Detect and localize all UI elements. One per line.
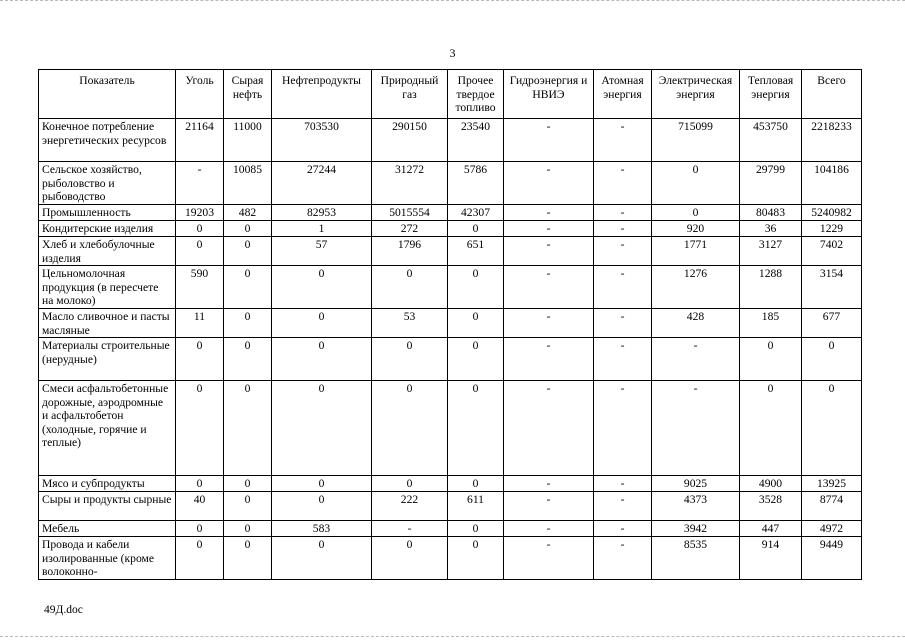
column-header: Прочее твердое топливо <box>448 70 504 119</box>
table-cell: 0 <box>176 221 224 237</box>
table-cell: 3942 <box>652 521 740 537</box>
table-cell: 0 <box>224 537 272 580</box>
table-cell: 0 <box>272 537 372 580</box>
table-cell: 0 <box>448 266 504 309</box>
table-cell: 0 <box>224 338 272 381</box>
table-cell: 27244 <box>272 162 372 205</box>
table-cell: 715099 <box>652 119 740 162</box>
table-cell: 8774 <box>802 492 862 521</box>
table-cell: 0 <box>802 381 862 476</box>
table-row <box>39 309 862 338</box>
row-label: Провода и кабели изолированные (кроме волоконно- <box>39 537 176 580</box>
table-cell: 1796 <box>372 237 448 266</box>
table-cell: 19203 <box>176 205 224 221</box>
row-label: Конечное потребление энергетических ресурсов <box>39 119 176 162</box>
table-cell: 920 <box>652 221 740 237</box>
table-row <box>39 119 862 162</box>
table-cell: 23540 <box>448 119 504 162</box>
table-cell: - <box>652 381 740 476</box>
table-row <box>39 492 862 521</box>
column-header: Тепловая энергия <box>740 70 802 119</box>
table-cell: 0 <box>272 266 372 309</box>
table-cell: 222 <box>372 492 448 521</box>
table-cell: 0 <box>224 521 272 537</box>
table-cell: 0 <box>802 338 862 381</box>
table-cell: - <box>594 521 652 537</box>
table-cell: 31272 <box>372 162 448 205</box>
table-cell: 611 <box>448 492 504 521</box>
table-cell: - <box>504 521 594 537</box>
table-cell: 4900 <box>740 476 802 492</box>
table-cell: 0 <box>224 476 272 492</box>
table-cell: - <box>594 266 652 309</box>
column-header: Гидроэнергия и НВИЭ <box>504 70 594 119</box>
table-cell: 0 <box>224 381 272 476</box>
table-cell: 0 <box>372 537 448 580</box>
row-label: Материалы строительные (нерудные) <box>39 338 176 381</box>
table-cell: 42307 <box>448 205 504 221</box>
table-cell: 0 <box>448 338 504 381</box>
table-cell: 5786 <box>448 162 504 205</box>
table-row <box>39 381 862 476</box>
table-cell: - <box>594 221 652 237</box>
table-cell: 36 <box>740 221 802 237</box>
table-cell: 453750 <box>740 119 802 162</box>
table-cell: 0 <box>176 521 224 537</box>
table-cell: 428 <box>652 309 740 338</box>
column-header: Электрическая энергия <box>652 70 740 119</box>
table-cell: 0 <box>372 266 448 309</box>
table-cell: 0 <box>448 309 504 338</box>
row-label: Мебель <box>39 521 176 537</box>
row-label: Хлеб и хлебобулочные изделия <box>39 237 176 266</box>
table-cell: 0 <box>224 309 272 338</box>
table-cell: 290150 <box>372 119 448 162</box>
table-cell: 21164 <box>176 119 224 162</box>
row-label: Мясо и субпродукты <box>39 476 176 492</box>
table-cell: - <box>594 492 652 521</box>
table-cell: 482 <box>224 205 272 221</box>
row-label: Промышленность <box>39 205 176 221</box>
column-header: Нефтепродукты <box>272 70 372 119</box>
table-cell: 9449 <box>802 537 862 580</box>
row-label: Смеси асфальтобетонные дорожные, аэродромные и асфальтобетон (холодные, горячие и теплые) <box>39 381 176 476</box>
table-cell: 0 <box>740 381 802 476</box>
table-cell: 590 <box>176 266 224 309</box>
column-header: Всего <box>802 70 862 119</box>
table-cell: - <box>504 221 594 237</box>
table-cell: - <box>594 476 652 492</box>
table-cell: - <box>504 309 594 338</box>
footer-filename: 49Д.doc <box>44 604 83 616</box>
table-header-row <box>39 70 862 119</box>
table-cell: 914 <box>740 537 802 580</box>
table-cell: - <box>594 381 652 476</box>
table-cell: 57 <box>272 237 372 266</box>
table-cell: 583 <box>272 521 372 537</box>
table-cell: - <box>504 492 594 521</box>
table-cell: 104186 <box>802 162 862 205</box>
table-cell: 3127 <box>740 237 802 266</box>
table-row <box>39 338 862 381</box>
column-header: Атомная энергия <box>594 70 652 119</box>
table-cell: - <box>504 119 594 162</box>
table-cell: 10085 <box>224 162 272 205</box>
table-cell: - <box>176 162 224 205</box>
table-cell: - <box>504 205 594 221</box>
table-cell: 0 <box>272 381 372 476</box>
table-cell: 0 <box>272 476 372 492</box>
table-cell: 0 <box>224 492 272 521</box>
table-cell: 0 <box>652 205 740 221</box>
energy-table <box>38 69 862 580</box>
table-row <box>39 221 862 237</box>
table-cell: 1229 <box>802 221 862 237</box>
table-cell: - <box>594 205 652 221</box>
table-cell: 0 <box>176 476 224 492</box>
table-cell: - <box>372 521 448 537</box>
row-label: Масло сливочное и пасты масляные <box>39 309 176 338</box>
table-cell: - <box>652 338 740 381</box>
table-cell: 53 <box>372 309 448 338</box>
table-cell: 0 <box>448 221 504 237</box>
table-cell: 0 <box>372 381 448 476</box>
table-cell: 3528 <box>740 492 802 521</box>
table-cell: 40 <box>176 492 224 521</box>
table-cell: - <box>504 266 594 309</box>
table-row <box>39 162 862 205</box>
table-cell: 2218233 <box>802 119 862 162</box>
table-cell: 0 <box>372 476 448 492</box>
table-cell: 0 <box>448 537 504 580</box>
scan-bottom-edge <box>0 632 905 637</box>
column-header: Природный газ <box>372 70 448 119</box>
row-label: Кондитерские изделия <box>39 221 176 237</box>
table-cell: - <box>594 162 652 205</box>
table-cell: 9025 <box>652 476 740 492</box>
table-cell: 4972 <box>802 521 862 537</box>
table-row <box>39 521 862 537</box>
table-cell: 5240982 <box>802 205 862 221</box>
column-header: Сырая нефть <box>224 70 272 119</box>
scan-top-edge <box>0 0 905 5</box>
table-cell: 0 <box>176 237 224 266</box>
table-cell: 0 <box>176 381 224 476</box>
table-row <box>39 537 862 580</box>
row-label: Цельномолочная продукция (в пересчете на молоко) <box>39 266 176 309</box>
table-cell: 1288 <box>740 266 802 309</box>
table-cell: 447 <box>740 521 802 537</box>
column-header: Показатель <box>39 70 176 119</box>
table-cell: 80483 <box>740 205 802 221</box>
table-cell: 0 <box>448 521 504 537</box>
table-cell: - <box>504 237 594 266</box>
table-cell: - <box>504 476 594 492</box>
table-cell: 0 <box>272 338 372 381</box>
table-cell: 0 <box>272 492 372 521</box>
table-row <box>39 237 862 266</box>
table-cell: 11000 <box>224 119 272 162</box>
page-number: 3 <box>449 46 456 60</box>
table-cell: 7402 <box>802 237 862 266</box>
table-cell: - <box>594 119 652 162</box>
table-cell: 0 <box>448 381 504 476</box>
table-cell: - <box>504 338 594 381</box>
table-cell: 0 <box>224 266 272 309</box>
column-header: Уголь <box>176 70 224 119</box>
row-label: Сыры и продукты сырные <box>39 492 176 521</box>
table-cell: 82953 <box>272 205 372 221</box>
table-cell: 1276 <box>652 266 740 309</box>
table-cell: 0 <box>652 162 740 205</box>
table-cell: 1 <box>272 221 372 237</box>
table-cell: 0 <box>740 338 802 381</box>
table-cell: 8535 <box>652 537 740 580</box>
table-cell: 3154 <box>802 266 862 309</box>
table-cell: 0 <box>224 221 272 237</box>
table-cell: 677 <box>802 309 862 338</box>
table-cell: - <box>594 537 652 580</box>
table-cell: 0 <box>372 338 448 381</box>
table-cell: 651 <box>448 237 504 266</box>
table-cell: - <box>594 338 652 381</box>
table-cell: 703530 <box>272 119 372 162</box>
table-cell: 13925 <box>802 476 862 492</box>
table-cell: 185 <box>740 309 802 338</box>
table-cell: 0 <box>272 309 372 338</box>
table-cell: 272 <box>372 221 448 237</box>
table-cell: - <box>594 237 652 266</box>
table-row <box>39 266 862 309</box>
table-cell: 11 <box>176 309 224 338</box>
table-row <box>39 205 862 221</box>
table-cell: 4373 <box>652 492 740 521</box>
table-cell: - <box>594 309 652 338</box>
table-cell: 0 <box>224 237 272 266</box>
table-cell: 0 <box>176 338 224 381</box>
table-cell: 0 <box>176 537 224 580</box>
table-cell: - <box>504 162 594 205</box>
row-label: Сельское хозяйство, рыболовство и рыбоводство <box>39 162 176 205</box>
table-row <box>39 476 862 492</box>
table-cell: - <box>504 537 594 580</box>
table-cell: 0 <box>448 476 504 492</box>
table-cell: 5015554 <box>372 205 448 221</box>
table-cell: 29799 <box>740 162 802 205</box>
table-cell: 1771 <box>652 237 740 266</box>
table-cell: - <box>504 381 594 476</box>
